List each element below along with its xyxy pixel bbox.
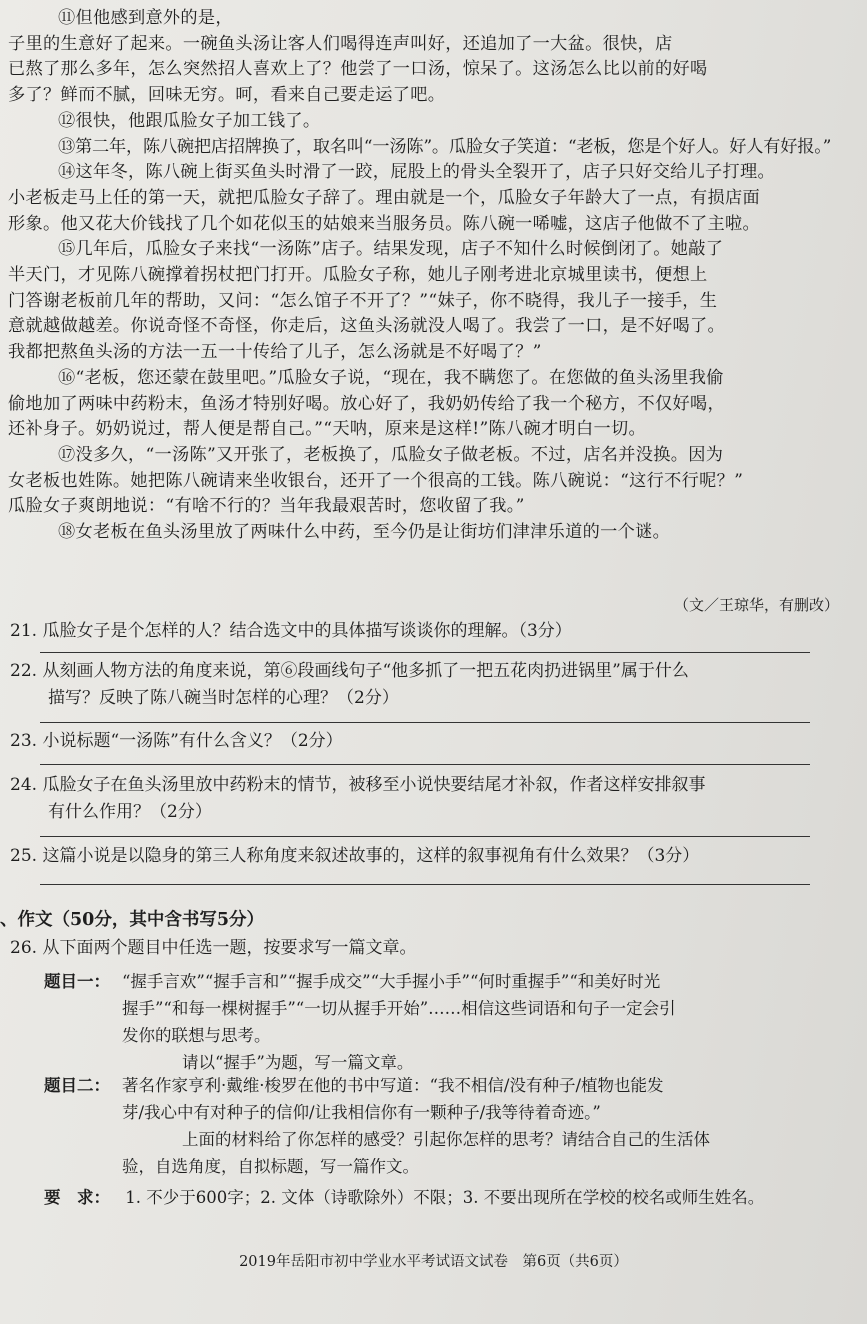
question-22-line2: 描写？反映了陈八碗当时怎样的心理？（2分） (48, 688, 399, 708)
story-line: 瓜脸女子爽朗地说：“有啥不行的？当年我最艰苦时，您收留了我。” (8, 496, 525, 517)
answer-line[interactable] (40, 836, 810, 837)
topic-one-line: “握手言欢”“握手言和”“握手成交”“大手握小手”“何时重握手”“和美好时光 (122, 972, 661, 991)
question-24-line2: 有什么作用？（2分） (48, 802, 212, 822)
story-line: ⑰没多久，“一汤陈”又开张了，老板换了，瓜脸女子做老板。不过，店名并没换。因为 (58, 444, 724, 465)
answer-line[interactable] (40, 722, 810, 723)
answer-line[interactable] (40, 884, 810, 885)
story-line: ⑯“老板，您还蒙在鼓里吧。”瓜脸女子说，“现在，我不瞒您了。在您做的鱼头汤里我偷 (58, 367, 724, 388)
story-line: ⑮几年后，瓜脸女子来找“一汤陈”店子。结果发现，店子不知什么时候倒闭了。她敲了 (58, 239, 724, 260)
question-25: 25. 这篇小说是以隐身的第三人称角度来叙述故事的，这样的叙事视角有什么效果？（3分） (10, 846, 700, 866)
answer-line[interactable] (40, 652, 810, 653)
topic-one-line: 握手”“和每一棵树握手”“一切从握手开始”……相信这些词语和句子一定会引 (122, 999, 676, 1018)
topic-two-line: 验，自选角度，自拟标题，写一篇作文。 (122, 1157, 419, 1176)
requirements-text: 1. 不少于600字；2. 文体（诗歌除外）不限；3. 不要出现所在学校的校名或师生姓名。 (125, 1188, 765, 1207)
story-line: 还补身子。奶奶说过，帮人便是帮自己。”“天呐，原来是这样!”陈八碗才明白一切。 (8, 419, 646, 440)
story-line: ⑬第二年，陈八碗把店招牌换了，取名叫“一汤陈”。瓜脸女子笑道：“老板，您是个好人。好人有好报。” (58, 136, 832, 157)
topic-two-line: 著名作家亨利·戴维·梭罗在他的书中写道：“我不相信/没有种子/植物也能发 (122, 1076, 664, 1095)
question-22-line1: 22. 从刻画人物方法的角度来说，第⑥段画线句子“他多抓了一把五花肉扔进锅里”属于什么 (10, 661, 689, 681)
requirements (44, 1184, 764, 1208)
story-line: ⑫很快，他跟瓜脸女子加工钱了。 (58, 110, 321, 131)
question-26: 26. 从下面两个题目中任选一题，按要求写一篇文章。 (10, 938, 417, 958)
question-23: 23. 小说标题“一汤陈”有什么含义？（2分） (10, 731, 343, 751)
topic-two-label: 题目二： (44, 1076, 110, 1095)
answer-line[interactable] (40, 764, 810, 765)
story-line: ⑭这年冬，陈八碗上街买鱼头时滑了一跤，屁股上的骨头全裂开了，店子只好交给儿子打理。 (58, 162, 775, 183)
section-title-composition: 、作文（50分，其中含书写5分） (0, 910, 265, 930)
page-footer: 2019年岳阳市初中学业水平考试语文试卷 第6页（共6页） (239, 1254, 628, 1270)
story-line: 门答谢老板前几年的帮助，又问：“怎么馆子不开了？”“妹子，你不晓得，我儿子一接手，生 (8, 290, 718, 311)
story-line: 偷地加了两味中药粉末，鱼汤才特别好喝。放心好了，我奶奶传给了我一个秘方，不仅好喝， (8, 393, 725, 414)
story-line: 子里的生意好了起来。一碗鱼头汤让客人们喝得连声叫好，还追加了一大盆。很快，店 (8, 33, 673, 54)
requirements-label: 要 求： (44, 1188, 110, 1207)
story-line: 多了？鲜而不腻，回味无穷。呵，看来自己要走运了吧。 (8, 85, 446, 106)
story-line: ⑱女老板在鱼头汤里放了两味什么中药，至今仍是让街坊们津津乐道的一个谜。 (58, 522, 671, 543)
topic-one (44, 968, 814, 1076)
source-credit: （文／王琼华，有删改） (673, 596, 839, 614)
question-21: 21. 瓜脸女子是个怎样的人？结合选文中的具体描写谈谈你的理解。（3分） (10, 621, 572, 641)
question-24-line1: 24. 瓜脸女子在鱼头汤里放中药粉末的情节，被移至小说快要结尾才补叙，作者这样安排叙事 (10, 775, 706, 795)
story-line: ⑪但他感到意外的是， (58, 8, 233, 28)
story-line: 半天门，才见陈八碗撑着拐杖把门打开。瓜脸女子称，她儿子刚考进北京城里读书，便想上 (8, 265, 708, 286)
story-line: 形象。他又花大价钱找了几个如花似玉的姑娘来当服务员。陈八碗一唏嘘，这店子他做不了主啦。 (8, 213, 760, 234)
story-line: 小老板走马上任的第一天，就把瓜脸女子辞了。理由就是一个，瓜脸女子年龄大了一点，有损店面 (8, 187, 760, 208)
topic-two (44, 1072, 814, 1180)
topic-one-label: 题目一： (44, 972, 110, 991)
topic-two-line: 上面的材料给了你怎样的感受？引起你怎样的思考？请结合自己的生活体 (182, 1130, 710, 1149)
topic-one-line: 发你的联想与思考。 (122, 1026, 271, 1045)
story-line: 女老板也姓陈。她把陈八碗请来坐收银台，还开了一个很高的工钱。陈八碗说：“这行不行呢？” (8, 470, 744, 491)
topic-two-line: 芽/我心中有对种子的信仰/让我相信你有一颗种子/我等待着奇迹。” (122, 1103, 601, 1122)
story-text (8, 6, 858, 546)
story-line: 我都把熬鱼头汤的方法一五一十传给了儿子，怎么汤就是不好喝了？” (8, 342, 542, 363)
story-line: 已熬了那么多年，怎么突然招人喜欢上了？他尝了一口汤，惊呆了。这汤怎么比以前的好喝 (8, 59, 708, 80)
story-line: 意就越做越差。你说奇怪不奇怪，你走后，这鱼头汤就没人喝了。我尝了一口，是不好喝了。 (8, 316, 725, 337)
topic-one-line: 请以“握手”为题，写一篇文章。 (182, 1053, 414, 1072)
